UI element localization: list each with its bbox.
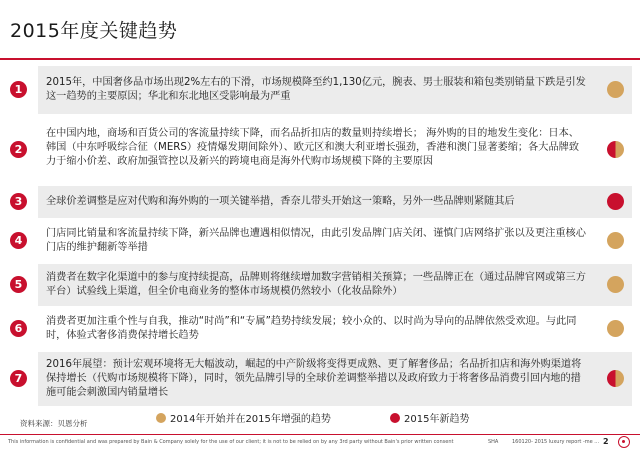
page-title: 2015年度关键趋势 <box>10 20 178 42</box>
trend-text: 门店同比销量和客流量持续下降，新兴品牌也遭遇相似情况，由此引发品牌门店关闭、谨慎门店网络扩张以及更注重核心门店的维护翻新等举措 <box>46 228 586 253</box>
title-divider <box>0 58 640 60</box>
tan-trend-dot-icon <box>607 276 624 293</box>
number-badge: 4 <box>10 232 27 249</box>
red-legend-dot-icon <box>390 413 400 423</box>
number-badge: 7 <box>10 370 27 387</box>
trend-text: 消费者更加注重个性与自我，推动“时尚”和“专属”趋势持续发展；较小众的、以时尚为导向的品牌依然受欢迎。与此同时，体验式奢侈消费保持增长趋势 <box>46 316 577 341</box>
number-badge: 5 <box>10 276 27 293</box>
trend-row-4 <box>0 220 640 262</box>
tan-trend-dot-icon <box>607 232 624 249</box>
trend-row-5 <box>0 264 640 306</box>
trend-row-7 <box>0 352 640 406</box>
source-note: 资料来源：贝恩分析 <box>20 419 88 428</box>
trend-text: 2015年，中国奢侈品市场出现2%左右的下滑，市场规模降至约1,130亿元，腕表、男士服装和箱包类别销量下跌是引发这一趋势的主要原因；华北和东北地区受影响最为严重 <box>46 77 586 102</box>
footer-disclaimer: This information is confidential and was prepared by Bain & Company solely for the use of our client; it is not to be relied on by any 3rd party without Bain's prior written consent <box>8 439 454 445</box>
trend-text: 全球价差调整是应对代购和海外购的一项关键举措，香奈儿带头开始这一策略，另外一些品牌则紧随其后 <box>46 196 515 207</box>
number-badge: 1 <box>10 81 27 98</box>
legend-label: 2015年新趋势 <box>404 414 470 425</box>
half-trend-dot-icon <box>607 141 624 158</box>
number-badge: 3 <box>10 193 27 210</box>
tan-trend-dot-icon <box>607 81 624 98</box>
footer <box>0 434 640 453</box>
half-trend-dot-icon <box>607 370 624 387</box>
trend-row-3 <box>0 186 640 218</box>
trend-text: 2016年展望：预计宏观环境将无大幅波动，崛起的中产阶级将变得更成熟、更了解奢侈品；名品折扣店和海外购渠道将保持增长（代购市场规模将下降），同时，领先品牌引导的全球价差调整举措以及政府致力于将奢侈品消费引回内地的措施可能会刺激国内销量增长 <box>46 359 582 398</box>
trend-row-1 <box>0 66 640 114</box>
trend-text: 消费者在数字化渠道中的参与度持续提高，品牌则将继续增加数字营销相关预算；一些品牌正在（通过品牌官网或第三方平台）试验线上渠道，但全价电商业务的整体市场规模仍然较小（化妆品除外） <box>46 272 586 297</box>
footer-doc-name: 160120- 2015 luxury report -me ... <box>512 439 600 445</box>
footer-code: SHA <box>488 439 499 445</box>
number-badge: 6 <box>10 320 27 337</box>
red-trend-dot-icon <box>607 193 624 210</box>
tan-trend-dot-icon <box>607 320 624 337</box>
legend-item-new <box>390 410 469 425</box>
page-number: 2 <box>603 437 609 446</box>
tan-legend-dot-icon <box>156 413 166 423</box>
legend-label: 2014年开始并在2015年增强的趋势 <box>170 414 331 425</box>
legend-item-continuing <box>156 410 331 425</box>
number-badge: 2 <box>10 141 27 158</box>
trend-row-2 <box>0 116 640 184</box>
trend-row-6 <box>0 308 640 350</box>
trend-text: 在中国内地，商场和百货公司的客流量持续下降，而名品折扣店的数量则持续增长； 海外购的目的地发生变化：日本、韩国（中东呼吸综合征（MERS）疫情爆发期间除外）、欧元区和澳大利亚增长强劲，香港和澳门显著萎缩；各大品牌致力于缩小价差、政府加强管控以及新兴的跨境电商是海外代购市场规模下降的主要原因 <box>46 128 580 167</box>
bain-logo-icon <box>618 436 630 448</box>
